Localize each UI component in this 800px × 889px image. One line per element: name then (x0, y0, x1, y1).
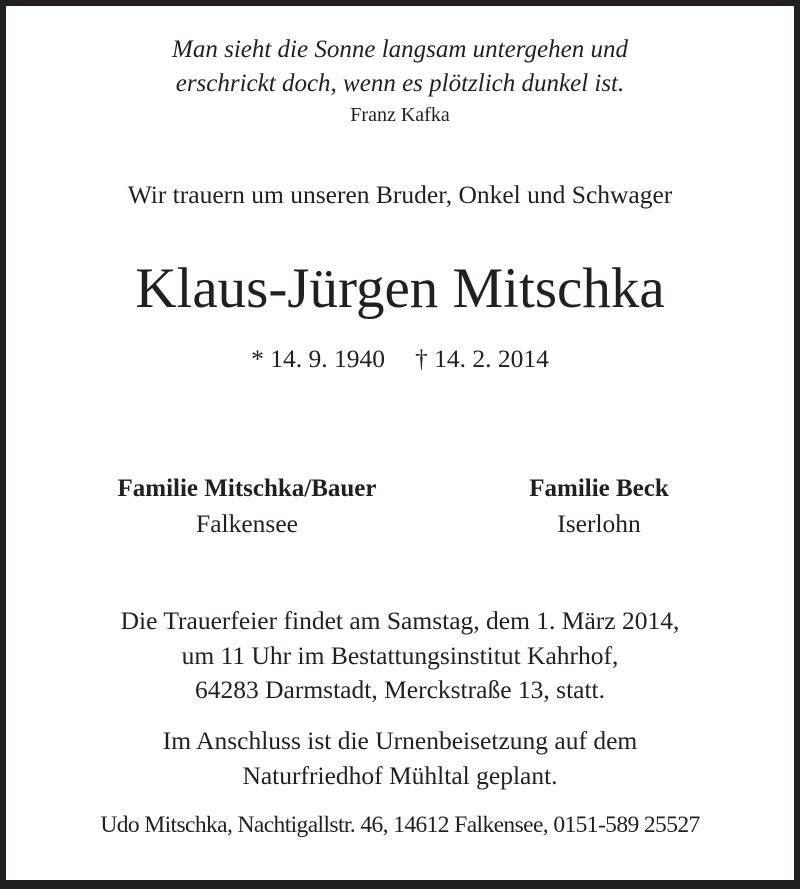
life-dates (6, 346, 794, 372)
ceremony-line-2: um 11 Uhr im Bestattungsinstitut Kahrhof, (181, 641, 619, 670)
ceremony-line-3: 64283 Darmstadt, Merckstraße 13, statt. (194, 675, 606, 704)
burial-line-2: Naturfriedhof Mühltal geplant. (242, 761, 558, 790)
family-2-place: Iserlohn (557, 509, 641, 538)
family-1-place: Falkensee (196, 509, 298, 538)
death-date: † 14. 2. 2014 (415, 344, 549, 373)
birth-date: * 14. 9. 1940 (251, 344, 385, 373)
obituary-notice (6, 6, 794, 880)
family-1-name: Familie Mitschka/Bauer (117, 475, 377, 502)
family-2-name: Familie Beck (529, 475, 669, 502)
ceremony-line-1: Die Trauerfeier findet am Samstag, dem 1. März 2014, (120, 606, 680, 635)
burial-line-1: Im Anschluss ist die Urnenbeisetzung auf dem (162, 726, 638, 755)
intro-text: Wir trauern um unseren Bruder, Onkel und Schwager (127, 180, 673, 209)
quote-line-2: erschrickt doch, wenn es plötzlich dunkel ist. (175, 70, 625, 97)
quote-line-1: Man sieht die Sonne langsam untergehen und (172, 36, 628, 63)
contact-line: Udo Mitschka, Nachtigallstr. 46, 14612 Falkensee, 0151-589 25527 (100, 812, 700, 838)
deceased-name: Klaus-Jürgen Mitschka (135, 257, 665, 320)
quote-author: Franz Kafka (350, 104, 450, 126)
